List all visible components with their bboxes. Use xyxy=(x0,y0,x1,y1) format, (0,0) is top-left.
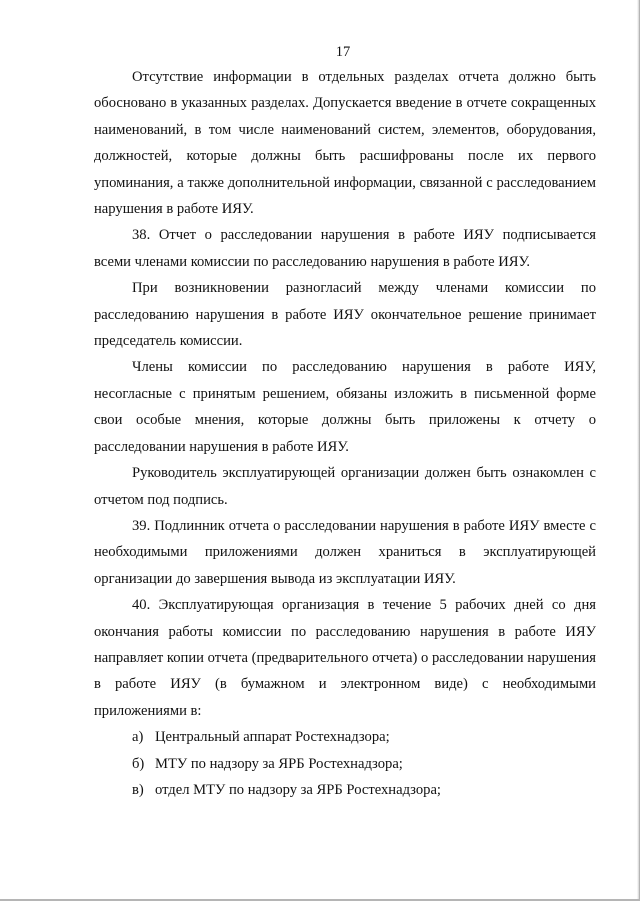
paragraph-38-signatures: 38. Отчет о расследовании нарушения в работе ИЯУ подписывается всеми членами комиссии по расследованию нарушения в работе ИЯУ. xyxy=(94,227,596,270)
list-item-text: МТУ по надзору за ЯРБ Ростехнадзора; xyxy=(155,755,403,772)
list-item xyxy=(94,751,596,777)
paragraph-39-original-storage: 39. Подлинник отчета о расследовании нарушения в работе ИЯУ вместе с необходимыми приложениями должен храниться в эксплуатирующей организации до завершения вывода из эксплуатации ИЯУ. xyxy=(94,517,596,587)
list-marker: а) xyxy=(132,729,144,746)
list-item-text: отдел МТУ по надзору за ЯРБ Ростехнадзора; xyxy=(155,781,441,798)
paragraph-40-copies-sent: 40. Эксплуатирующая организация в течение 5 рабочих дней со дня окончания работы комиссии по расследованию нарушения в работе ИЯУ направляет копии отчета (предварительного отчета) о расследовании нарушения в работе ИЯУ (в бумажном и электронном виде) с необходимыми приложениями в: xyxy=(94,597,596,719)
paragraph-missing-info: Отсутствие информации в отдельных разделах отчета должно быть обосновано в указанных разделах. Допускается введение в отчете сокращенных наименований, в том числе наименований систем, элементов, оборудования, должностей, которые должны быть расшифрованы после их первого упоминания, а также дополнительной информации, связанной с расследованием нарушения в работе ИЯУ. xyxy=(94,69,596,218)
paragraph-dissenting-opinions: Члены комиссии по расследованию нарушения в работе ИЯУ, несогласные с принятым решением, обязаны изложить в письменной форме свои особые мнения, которые должны быть приложены к отчету о расследовании нарушения в работе ИЯУ. xyxy=(94,359,596,455)
paragraph-head-acknowledgement: Руководитель эксплуатирующей организации должен быть ознакомлен с отчетом под подпись. xyxy=(94,465,596,508)
paragraph-disagreements: При возникновении разногласий между членами комиссии по расследованию нарушения в работе ИЯУ окончательное решение принимает председатель комиссии. xyxy=(94,280,596,350)
list-item xyxy=(94,777,596,803)
list-marker: б) xyxy=(132,755,145,772)
list-item-text: Центральный аппарат Ростехнадзора; xyxy=(155,729,390,746)
page-number: 17 xyxy=(335,44,351,60)
list-item xyxy=(94,724,596,750)
document-body xyxy=(94,64,596,803)
list-marker: в) xyxy=(132,781,144,798)
